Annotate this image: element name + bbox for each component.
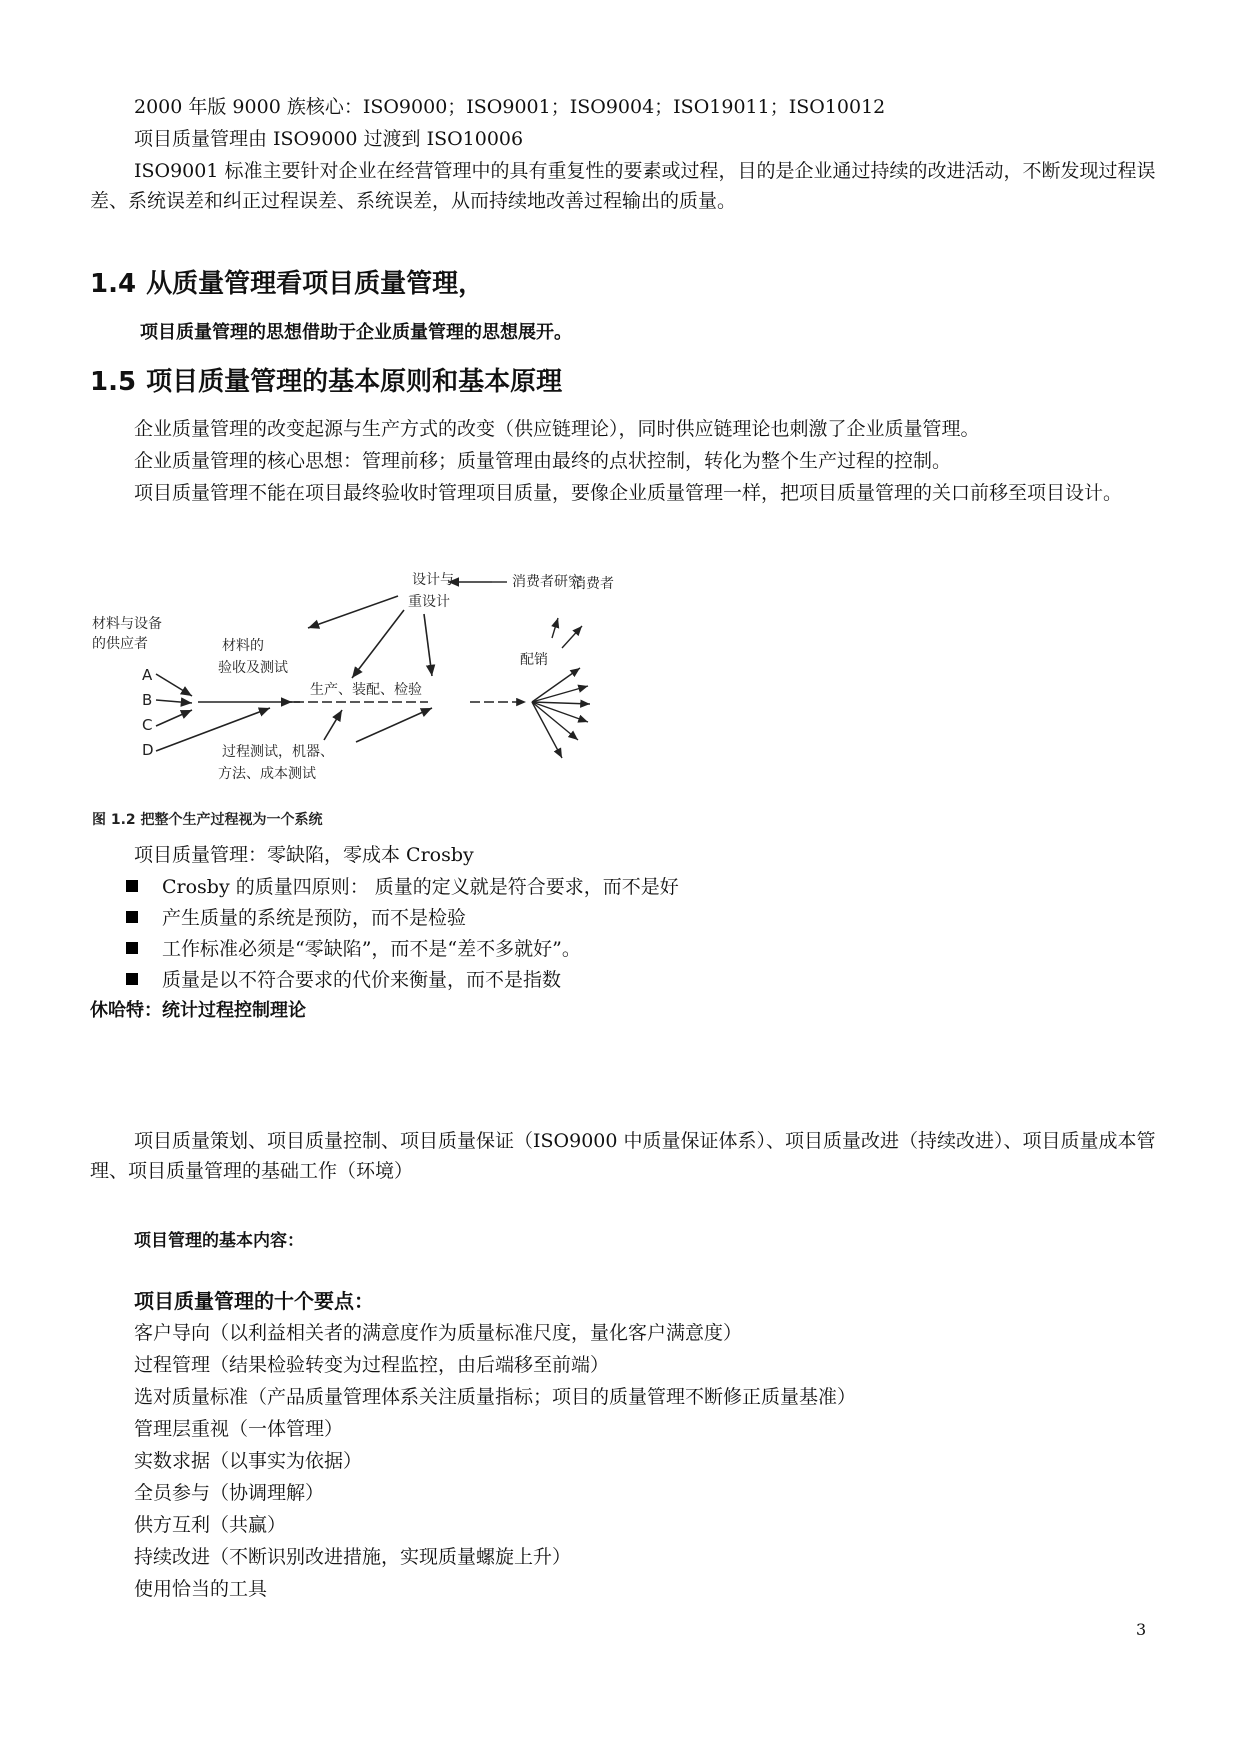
basic-content-heading: 项目管理的基本内容： [134, 1231, 304, 1251]
supplier-c: C [142, 716, 153, 734]
section-title: 项目质量管理的基本原则和基本原理 [146, 367, 563, 397]
production-system-figure [92, 568, 672, 828]
section-number: 1.5 [90, 367, 137, 397]
crosby-bullet: 工作标准必须是“零缺陷”，而不是“差不多就好”。 [126, 934, 581, 964]
ten-points-item: 使用恰当的工具 [134, 1578, 268, 1600]
crosby-bullet: 产生质量的系统是预防，而不是检验 [126, 903, 466, 933]
process-test-label: 方法、成本测试 [218, 766, 316, 782]
paragraph: 企业质量管理的改变起源与生产方式的改变（供应链理论），同时供应链理论也刺激了企业质量管理。 [134, 418, 980, 440]
section-number: 1.4 [90, 269, 137, 299]
bullet-square-icon [126, 973, 138, 985]
ten-points-item: 供方互利（共赢） [134, 1514, 287, 1536]
design-label: 设计与 [412, 572, 454, 588]
iso9001-paragraph: ISO9001 标准主要针对企业在经营管理中的具有重复性的要素或过程，目的是企业通过持续的改进活动，不断发现过程误差、系统误差和纠正过程误差、系统误差，从而持续地改善过程输出的质量。 [90, 160, 1156, 212]
suppliers-label: 材料与设备 [92, 616, 162, 632]
crosby-bullet: Crosby 的质量四原则： 质量的定义就是符合要求，而不是好 [126, 872, 679, 902]
bullet-square-icon [126, 942, 138, 954]
section-1-4-subtitle: 项目质量管理的思想借助于企业质量管理的思想展开。 [140, 322, 572, 343]
crosby-intro: 项目质量管理：零缺陷，零成本 Crosby [134, 844, 474, 866]
consumers-label: 消费者 [572, 576, 614, 592]
supplier-b: B [142, 691, 153, 709]
ten-points-item: 管理层重视（一体管理） [134, 1418, 344, 1440]
section-1-4-heading [90, 266, 484, 302]
inspection-label: 材料的 [222, 638, 264, 654]
bullet-square-icon [126, 880, 138, 892]
suppliers-label: 的供应者 [92, 636, 148, 652]
section-1-5-heading [90, 364, 562, 400]
supplier-d: D [142, 741, 154, 759]
scope-paragraph: 项目质量策划、项目质量控制、项目质量保证（ISO9000 中质量保证体系）、项目质量改进（持续改进）、项目质量成本管理、项目质量管理的基础工作（环境） [90, 1130, 1156, 1182]
distribution-label: 配销 [520, 652, 548, 668]
crosby-bullet: 质量是以不符合要求的代价来衡量，而不是指数 [126, 965, 561, 995]
design-label: 重设计 [408, 594, 450, 610]
figure-caption: 图 1.2 把整个生产过程视为一个系统 [92, 812, 323, 828]
section-title: 从质量管理看项目质量管理， [146, 269, 485, 299]
research-label: 消费者研究 [512, 574, 582, 590]
bullet-square-icon [126, 911, 138, 923]
shewhart-heading: 休哈特：统计过程控制理论 [90, 1000, 306, 1021]
paragraph: 企业质量管理的核心思想：管理前移；质量管理由最终的点状控制，转化为整个生产过程的控制。 [134, 450, 952, 472]
ten-points-heading: 项目质量管理的十个要点： [134, 1289, 374, 1313]
ten-points-item: 选对质量标准（产品质量管理体系关注质量指标；项目的质量管理不断修正质量基准） [134, 1386, 857, 1408]
page-number: 3 [1136, 1620, 1147, 1639]
ten-points-item: 实数求据（以事实为依据） [134, 1450, 363, 1472]
ten-points-item: 过程管理（结果检验转变为过程监控，由后端移至前端） [134, 1354, 610, 1376]
production-label: 生产、装配、检验 [310, 682, 422, 698]
paragraph: 项目质量管理不能在项目最终验收时管理项目质量，要像企业质量管理一样，把项目质量管理的关口前移至项目设计。 [134, 482, 1123, 504]
supplier-a: A [142, 666, 153, 684]
transition-line: 项目质量管理由 ISO9000 过渡到 ISO10006 [134, 128, 524, 150]
inspection-label: 验收及测试 [218, 660, 288, 676]
ten-points-item: 客户导向（以利益相关者的满意度作为质量标准尺度，量化客户满意度） [134, 1322, 743, 1344]
iso-core-line: 2000 年版 9000 族核心：ISO9000；ISO9001；ISO9004；ISO19011；ISO10012 [134, 96, 886, 118]
ten-points-item: 持续改进（不断识别改进措施，实现质量螺旋上升） [134, 1546, 572, 1568]
process-test-label: 过程测试，机器、 [222, 744, 334, 760]
ten-points-item: 全员参与（协调理解） [134, 1482, 325, 1504]
